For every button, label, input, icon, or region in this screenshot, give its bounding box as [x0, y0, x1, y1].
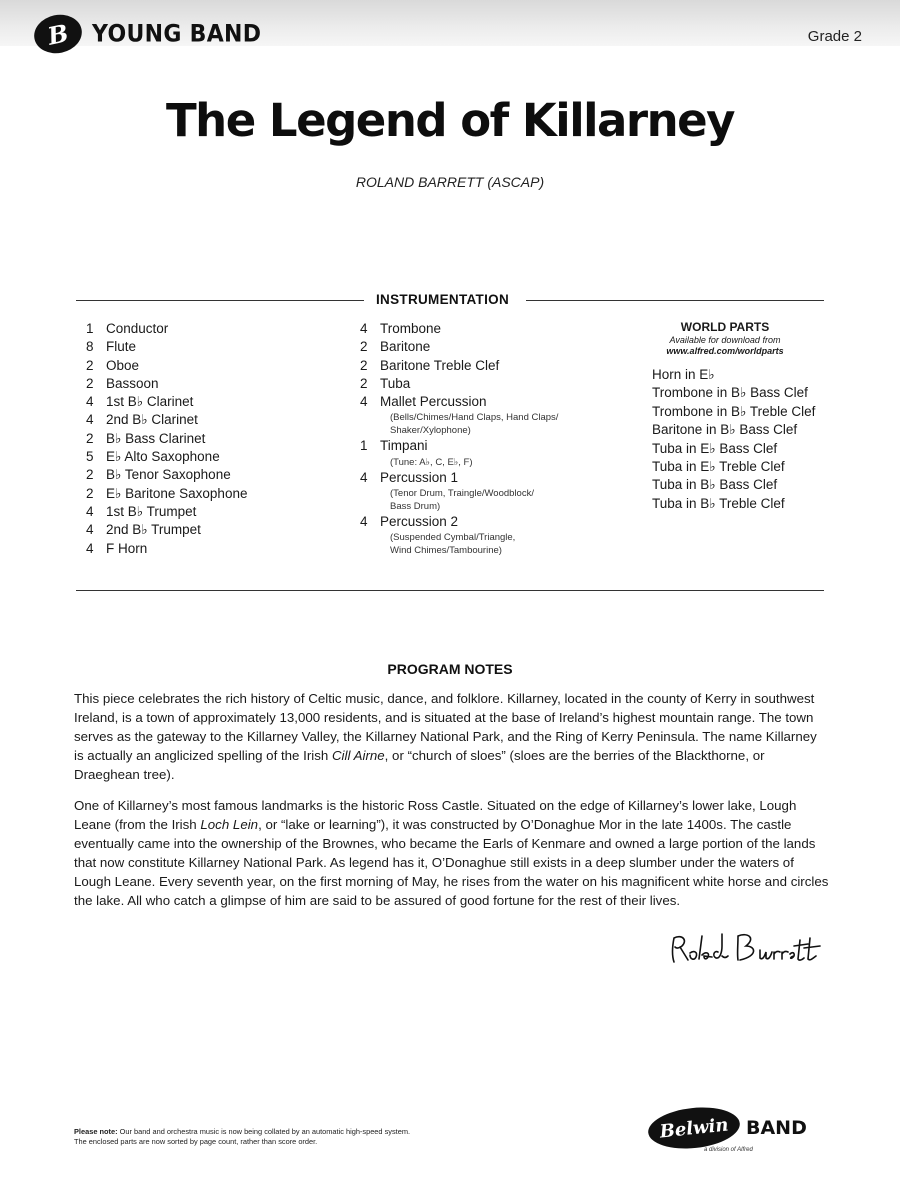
instrument-name: 2nd B♭ Clarinet [106, 412, 198, 428]
world-part-item: Tuba in E♭ Treble Clef [652, 459, 785, 475]
instrument-quantity: 1 [86, 321, 94, 336]
instrument-quantity: 2 [360, 339, 368, 355]
page-title: The Legend of Killarney [165, 94, 734, 147]
publisher-subtitle: a division of Alfred [704, 1147, 753, 1153]
instrument-quantity: 4 [360, 394, 368, 410]
instrument-row [86, 357, 247, 375]
divider-line-right [526, 300, 824, 301]
instrument-name: Oboe [106, 357, 140, 373]
instrument-quantity: 2 [86, 467, 94, 483]
program-notes-paragraph-1 [74, 689, 830, 784]
world-part-item: Horn in E♭ [652, 367, 715, 382]
paragraph-italic-text: Loch Lein [200, 817, 259, 832]
instrument-row [86, 430, 247, 448]
instrument-note: (Bells/Chimes/Hand Claps, Hand Claps/ Shaker/Xylophone) [390, 412, 559, 437]
instrument-list-column-2 [360, 320, 558, 557]
instrumentation-heading: INSTRUMENTATION [376, 292, 509, 307]
instrument-row [86, 393, 247, 411]
instrument-quantity: 2 [360, 357, 368, 373]
instrument-row [360, 437, 558, 455]
belwin-logo: Belwin [646, 1103, 742, 1152]
instrument-name: 1st B♭ Trumpet [106, 503, 197, 519]
paragraph-text: One of Killarney’s most famous landmarks is the historic Ross Castle. Situated on the edge of Killarney’s lower lake, Lough Leane (from the Irish [74, 798, 797, 832]
instrument-row [360, 513, 558, 531]
instrument-quantity: 2 [86, 375, 94, 391]
world-part-item: Tuba in B♭ Treble Clef [652, 495, 785, 511]
world-part-item: Tuba in B♭ Bass Clef [652, 477, 778, 493]
instrument-row [360, 338, 558, 356]
world-part-item: Trombone in B♭ Treble Clef [652, 403, 816, 419]
footnote-line-2: The enclosed parts are now sorted by page count, rather than score order. [74, 1137, 318, 1146]
paragraph-text: , or “lake or learning”), it was constructed by O’Donaghue Mor in the late 1400s. The castle eventually came into the ownership of the Brownes, who became the Earls of Kenmare and owned a large portion of the lands that now constitute Killarney National Park. As legend has it, O’Donaghue still exists in a deep slumber under the waters of Lough Leane. Every seventh year, on the first morning of May, he rises from the water on his magnificent white horse and circles the lake. All who catch a glimpse of him are said to be assured of good fortune for the rest of their lives. [74, 817, 829, 908]
instrument-name: Percussion 2 [380, 514, 459, 530]
instrument-quantity: 4 [360, 321, 368, 336]
section-divider [76, 590, 824, 591]
instrument-quantity: 5 [86, 449, 94, 465]
instrument-quantity: 4 [86, 540, 94, 556]
instrument-row [86, 320, 247, 338]
composer: ROLAND BARRETT (ASCAP) [355, 174, 545, 190]
instrument-quantity: 2 [86, 430, 94, 446]
instrument-name: Percussion 1 [380, 469, 459, 485]
publisher-name: BAND [746, 1117, 807, 1139]
instrument-quantity: 4 [86, 412, 94, 428]
instrument-note: (Tenor Drum, Traingle/Woodblock/ Bass Drum) [390, 488, 534, 513]
world-parts-url: www.alfred.com/worldparts [666, 346, 784, 356]
instrument-note: (Tune: A♭, C, E♭, F) [390, 456, 473, 468]
instrument-list-column-1 [86, 320, 247, 558]
instrument-name: Baritone Treble Clef [380, 357, 500, 373]
instrument-name: 1st B♭ Clarinet [106, 394, 194, 410]
instrument-name: B♭ Tenor Saxophone [106, 467, 231, 483]
instrument-row [86, 485, 247, 503]
young-band-logo: B [31, 10, 86, 57]
instrumentation-divider [76, 292, 824, 308]
instrument-quantity: 4 [360, 514, 368, 530]
world-parts-heading: WORLD PARTS [680, 320, 770, 334]
publisher-logo [648, 1108, 807, 1148]
collation-footnote [74, 1127, 410, 1147]
instrument-quantity: 1 [360, 438, 368, 454]
instrument-name: 2nd B♭ Trumpet [106, 522, 201, 538]
instrument-row [86, 466, 247, 484]
instrument-row [86, 338, 247, 356]
series-brand [34, 14, 261, 54]
instrument-row [360, 469, 558, 487]
instrument-row [360, 375, 558, 393]
instrument-quantity: 4 [86, 503, 94, 519]
paragraph-text: , or “church of sloes” (sloes are the berries of the Blackthorne, or Draeghean tree). [74, 748, 765, 782]
instrument-row [86, 540, 247, 558]
program-notes-heading: PROGRAM NOTES [387, 661, 513, 677]
instrument-name: Trombone [380, 321, 442, 336]
instrument-name: B♭ Bass Clarinet [106, 430, 206, 446]
instrument-name: E♭ Alto Saxophone [106, 449, 220, 465]
world-parts-subheading: Available for download from [669, 335, 781, 345]
instrument-name: Mallet Percussion [380, 394, 487, 410]
paragraph-italic-text: Cill Airne [331, 748, 385, 763]
world-parts-list [652, 366, 816, 513]
instrument-quantity: 2 [360, 375, 368, 391]
instrument-quantity: 8 [86, 339, 94, 355]
world-part-item: Baritone in B♭ Bass Clef [652, 422, 798, 438]
composer-signature [668, 926, 824, 970]
instrument-name: Tuba [380, 375, 411, 391]
instrument-row [360, 357, 558, 375]
world-parts [652, 320, 816, 513]
instrument-row [86, 521, 247, 539]
instrument-name: Conductor [106, 321, 169, 336]
instrument-name: F Horn [106, 540, 148, 556]
instrument-row [360, 320, 558, 338]
instrument-name: Baritone [380, 339, 431, 355]
instrument-quantity: 2 [86, 357, 94, 373]
instrument-name: Timpani [380, 438, 428, 454]
instrument-quantity: 4 [360, 469, 368, 485]
instrument-row [86, 448, 247, 466]
footnote-label: Please note: [74, 1127, 118, 1136]
instrument-name: Flute [106, 339, 137, 355]
instrument-note: (Suspended Cymbal/Triangle, Wind Chimes/Tambourine) [390, 532, 516, 557]
divider-line-left [76, 300, 364, 301]
instrument-name: E♭ Baritone Saxophone [106, 485, 248, 501]
instrument-row [86, 503, 247, 521]
world-part-item: Tuba in E♭ Bass Clef [652, 440, 778, 456]
instrument-quantity: 4 [86, 522, 94, 538]
paragraph-text: This piece celebrates the rich history of Celtic music, dance, and folklore. Killarney, located in the county of Kerry in southwest Ireland, is a town of approximately 13,000 residents, and is situated at the base of Ireland’s highest mountain range. The town serves as the gateway to the Killarney Valley, the Killarney National Park, and the Ring of Kerry Peninsula. The name Killarney is actually an anglicized spelling of the Irish [74, 691, 817, 763]
program-notes-paragraph-2 [74, 796, 830, 910]
footnote-line-1: Our band and orchestra music is now being collated by an automatic high-speed system. [117, 1127, 411, 1136]
series-name: YOUNG BAND [92, 20, 262, 48]
instrument-row [86, 411, 247, 429]
instrument-row [360, 393, 558, 411]
instrument-name: Bassoon [106, 375, 159, 391]
grade-label: Grade 2 [807, 28, 862, 45]
instrument-quantity: 2 [86, 485, 94, 501]
instrument-row [86, 375, 247, 393]
world-part-item: Trombone in B♭ Bass Clef [652, 385, 808, 401]
instrument-quantity: 4 [86, 394, 94, 410]
